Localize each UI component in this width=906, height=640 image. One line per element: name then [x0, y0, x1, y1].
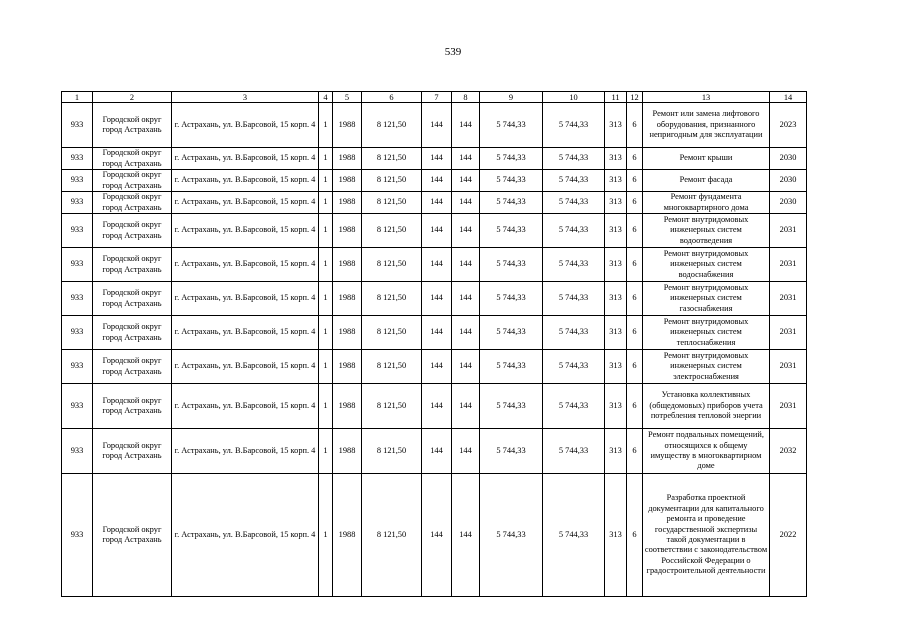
owned-area-cell: 5 744,33 [543, 192, 605, 214]
residential-premises-cell: 144 [452, 103, 480, 148]
level-cell: 6 [627, 170, 643, 192]
row-number-cell: 933 [62, 350, 93, 384]
page-number: 539 [444, 46, 462, 58]
level-cell: 6 [627, 474, 643, 597]
table-row [62, 350, 807, 384]
planned-year-cell: 2022 [770, 474, 807, 597]
residential-premises-cell: 144 [452, 192, 480, 214]
row-number-cell: 933 [62, 282, 93, 316]
address-cell: г. Астрахань, ул. В.Барсовой, 15 корп. 4 [172, 429, 319, 474]
row-number-cell: 933 [62, 384, 93, 429]
planned-year-cell: 2032 [770, 429, 807, 474]
year-cell: 1988 [333, 192, 362, 214]
row-number-cell: 933 [62, 148, 93, 170]
work-type-cell: Установка коллективных (общедомовых) приборов учета потребления тепловой энергии [643, 384, 770, 429]
floors-cell: 1 [319, 192, 333, 214]
total-area-cell: 8 121,50 [362, 248, 422, 282]
residential-premises-cell: 144 [452, 350, 480, 384]
work-type-cell: Ремонт крыши [643, 148, 770, 170]
column-header: 5 [333, 92, 362, 103]
planned-year-cell: 2031 [770, 214, 807, 248]
row-number-cell: 933 [62, 192, 93, 214]
table-row [62, 170, 807, 192]
level-cell: 6 [627, 148, 643, 170]
level-cell: 6 [627, 248, 643, 282]
municipality-cell: Городской округ город Астрахань [93, 316, 172, 350]
work-type-cell: Ремонт внутридомовых инженерных систем водоснабжения [643, 248, 770, 282]
address-cell: г. Астрахань, ул. В.Барсовой, 15 корп. 4 [172, 384, 319, 429]
row-number-cell: 933 [62, 474, 93, 597]
planned-year-cell: 2031 [770, 384, 807, 429]
address-cell: г. Астрахань, ул. В.Барсовой, 15 корп. 4 [172, 103, 319, 148]
owned-area-cell: 5 744,33 [543, 350, 605, 384]
apartments-cell: 144 [422, 103, 452, 148]
owned-area-cell: 5 744,33 [543, 474, 605, 597]
year-cell: 1988 [333, 316, 362, 350]
residents-cell: 313 [605, 248, 627, 282]
residential-premises-cell: 144 [452, 429, 480, 474]
residents-cell: 313 [605, 384, 627, 429]
level-cell: 6 [627, 103, 643, 148]
residents-cell: 313 [605, 350, 627, 384]
municipality-cell: Городской округ город Астрахань [93, 192, 172, 214]
residents-cell: 313 [605, 170, 627, 192]
residents-cell: 313 [605, 429, 627, 474]
work-type-cell: Ремонт внутридомовых инженерных систем электроснабжения [643, 350, 770, 384]
residential-area-cell: 5 744,33 [480, 316, 543, 350]
apartments-cell: 144 [422, 429, 452, 474]
work-type-cell: Ремонт или замена лифтового оборудования, признанного непригодным для эксплуатации [643, 103, 770, 148]
level-cell: 6 [627, 429, 643, 474]
column-header: 1 [62, 92, 93, 103]
row-number-cell: 933 [62, 316, 93, 350]
residential-area-cell: 5 744,33 [480, 103, 543, 148]
repair-schedule-table [61, 91, 807, 597]
owned-area-cell: 5 744,33 [543, 429, 605, 474]
year-cell: 1988 [333, 429, 362, 474]
year-cell: 1988 [333, 248, 362, 282]
residents-cell: 313 [605, 103, 627, 148]
total-area-cell: 8 121,50 [362, 192, 422, 214]
level-cell: 6 [627, 282, 643, 316]
municipality-cell: Городской округ город Астрахань [93, 384, 172, 429]
floors-cell: 1 [319, 282, 333, 316]
level-cell: 6 [627, 214, 643, 248]
column-header: 10 [543, 92, 605, 103]
year-cell: 1988 [333, 214, 362, 248]
municipality-cell: Городской округ город Астрахань [93, 214, 172, 248]
planned-year-cell: 2030 [770, 192, 807, 214]
floors-cell: 1 [319, 170, 333, 192]
apartments-cell: 144 [422, 214, 452, 248]
work-type-cell: Разработка проектной документации для капитального ремонта и проведение государственной экспертизы такой документации в соответствии с законодательством Российской Федерации о градостроительной деятельности [643, 474, 770, 597]
owned-area-cell: 5 744,33 [543, 248, 605, 282]
level-cell: 6 [627, 192, 643, 214]
column-header: 13 [643, 92, 770, 103]
work-type-cell: Ремонт фасада [643, 170, 770, 192]
row-number-cell: 933 [62, 214, 93, 248]
residential-premises-cell: 144 [452, 316, 480, 350]
address-cell: г. Астрахань, ул. В.Барсовой, 15 корп. 4 [172, 214, 319, 248]
municipality-cell: Городской округ город Астрахань [93, 474, 172, 597]
total-area-cell: 8 121,50 [362, 103, 422, 148]
owned-area-cell: 5 744,33 [543, 384, 605, 429]
owned-area-cell: 5 744,33 [543, 148, 605, 170]
address-cell: г. Астрахань, ул. В.Барсовой, 15 корп. 4 [172, 192, 319, 214]
year-cell: 1988 [333, 384, 362, 429]
column-header: 6 [362, 92, 422, 103]
total-area-cell: 8 121,50 [362, 170, 422, 192]
address-cell: г. Астрахань, ул. В.Барсовой, 15 корп. 4 [172, 282, 319, 316]
municipality-cell: Городской округ город Астрахань [93, 170, 172, 192]
owned-area-cell: 5 744,33 [543, 214, 605, 248]
year-cell: 1988 [333, 103, 362, 148]
year-cell: 1988 [333, 148, 362, 170]
residential-premises-cell: 144 [452, 170, 480, 192]
residential-area-cell: 5 744,33 [480, 474, 543, 597]
work-type-cell: Ремонт внутридомовых инженерных систем теплоснабжения [643, 316, 770, 350]
planned-year-cell: 2030 [770, 148, 807, 170]
year-cell: 1988 [333, 350, 362, 384]
apartments-cell: 144 [422, 192, 452, 214]
residents-cell: 313 [605, 148, 627, 170]
floors-cell: 1 [319, 148, 333, 170]
work-type-cell: Ремонт подвальных помещений, относящихся к общему имуществу в многоквартирном доме [643, 429, 770, 474]
column-header: 9 [480, 92, 543, 103]
table-row [62, 429, 807, 474]
column-number-row [62, 92, 807, 103]
row-number-cell: 933 [62, 103, 93, 148]
floors-cell: 1 [319, 316, 333, 350]
table-row [62, 103, 807, 148]
municipality-cell: Городской округ город Астрахань [93, 103, 172, 148]
table-row [62, 384, 807, 429]
work-type-cell: Ремонт фундамента многоквартирного дома [643, 192, 770, 214]
apartments-cell: 144 [422, 170, 452, 192]
residential-premises-cell: 144 [452, 214, 480, 248]
floors-cell: 1 [319, 350, 333, 384]
apartments-cell: 144 [422, 384, 452, 429]
row-number-cell: 933 [62, 248, 93, 282]
residential-premises-cell: 144 [452, 474, 480, 597]
level-cell: 6 [627, 384, 643, 429]
table-row [62, 316, 807, 350]
planned-year-cell: 2030 [770, 170, 807, 192]
planned-year-cell: 2031 [770, 282, 807, 316]
level-cell: 6 [627, 316, 643, 350]
column-header: 3 [172, 92, 319, 103]
residential-area-cell: 5 744,33 [480, 170, 543, 192]
address-cell: г. Астрахань, ул. В.Барсовой, 15 корп. 4 [172, 474, 319, 597]
planned-year-cell: 2031 [770, 316, 807, 350]
work-type-cell: Ремонт внутридомовых инженерных систем газоснабжения [643, 282, 770, 316]
owned-area-cell: 5 744,33 [543, 103, 605, 148]
total-area-cell: 8 121,50 [362, 384, 422, 429]
residential-premises-cell: 144 [452, 148, 480, 170]
municipality-cell: Городской округ город Астрахань [93, 282, 172, 316]
column-header: 11 [605, 92, 627, 103]
table-row [62, 148, 807, 170]
column-header: 8 [452, 92, 480, 103]
floors-cell: 1 [319, 474, 333, 597]
residential-area-cell: 5 744,33 [480, 214, 543, 248]
floors-cell: 1 [319, 103, 333, 148]
residential-area-cell: 5 744,33 [480, 350, 543, 384]
apartments-cell: 144 [422, 148, 452, 170]
residents-cell: 313 [605, 474, 627, 597]
apartments-cell: 144 [422, 248, 452, 282]
residential-premises-cell: 144 [452, 384, 480, 429]
total-area-cell: 8 121,50 [362, 474, 422, 597]
total-area-cell: 8 121,50 [362, 214, 422, 248]
column-header: 4 [319, 92, 333, 103]
total-area-cell: 8 121,50 [362, 429, 422, 474]
planned-year-cell: 2031 [770, 248, 807, 282]
table-row [62, 214, 807, 248]
address-cell: г. Астрахань, ул. В.Барсовой, 15 корп. 4 [172, 148, 319, 170]
table-row [62, 192, 807, 214]
residential-area-cell: 5 744,33 [480, 192, 543, 214]
residential-area-cell: 5 744,33 [480, 384, 543, 429]
municipality-cell: Городской округ город Астрахань [93, 248, 172, 282]
residential-premises-cell: 144 [452, 282, 480, 316]
address-cell: г. Астрахань, ул. В.Барсовой, 15 корп. 4 [172, 248, 319, 282]
municipality-cell: Городской округ город Астрахань [93, 350, 172, 384]
floors-cell: 1 [319, 214, 333, 248]
total-area-cell: 8 121,50 [362, 148, 422, 170]
planned-year-cell: 2031 [770, 350, 807, 384]
residential-area-cell: 5 744,33 [480, 248, 543, 282]
floors-cell: 1 [319, 429, 333, 474]
table-row [62, 248, 807, 282]
residents-cell: 313 [605, 192, 627, 214]
table-row [62, 282, 807, 316]
level-cell: 6 [627, 350, 643, 384]
address-cell: г. Астрахань, ул. В.Барсовой, 15 корп. 4 [172, 170, 319, 192]
apartments-cell: 144 [422, 282, 452, 316]
total-area-cell: 8 121,50 [362, 282, 422, 316]
floors-cell: 1 [319, 384, 333, 429]
owned-area-cell: 5 744,33 [543, 282, 605, 316]
total-area-cell: 8 121,50 [362, 316, 422, 350]
address-cell: г. Астрахань, ул. В.Барсовой, 15 корп. 4 [172, 316, 319, 350]
owned-area-cell: 5 744,33 [543, 316, 605, 350]
residents-cell: 313 [605, 214, 627, 248]
floors-cell: 1 [319, 248, 333, 282]
year-cell: 1988 [333, 170, 362, 192]
residents-cell: 313 [605, 282, 627, 316]
column-header: 2 [93, 92, 172, 103]
residents-cell: 313 [605, 316, 627, 350]
total-area-cell: 8 121,50 [362, 350, 422, 384]
table-row [62, 474, 807, 597]
residential-premises-cell: 144 [452, 248, 480, 282]
row-number-cell: 933 [62, 429, 93, 474]
column-header: 7 [422, 92, 452, 103]
year-cell: 1988 [333, 474, 362, 597]
residential-area-cell: 5 744,33 [480, 429, 543, 474]
row-number-cell: 933 [62, 170, 93, 192]
column-header: 12 [627, 92, 643, 103]
work-type-cell: Ремонт внутридомовых инженерных систем водоотведения [643, 214, 770, 248]
year-cell: 1988 [333, 282, 362, 316]
residential-area-cell: 5 744,33 [480, 148, 543, 170]
apartments-cell: 144 [422, 474, 452, 597]
owned-area-cell: 5 744,33 [543, 170, 605, 192]
apartments-cell: 144 [422, 350, 452, 384]
municipality-cell: Городской округ город Астрахань [93, 429, 172, 474]
residential-area-cell: 5 744,33 [480, 282, 543, 316]
apartments-cell: 144 [422, 316, 452, 350]
address-cell: г. Астрахань, ул. В.Барсовой, 15 корп. 4 [172, 350, 319, 384]
column-header: 14 [770, 92, 807, 103]
municipality-cell: Городской округ город Астрахань [93, 148, 172, 170]
planned-year-cell: 2023 [770, 103, 807, 148]
